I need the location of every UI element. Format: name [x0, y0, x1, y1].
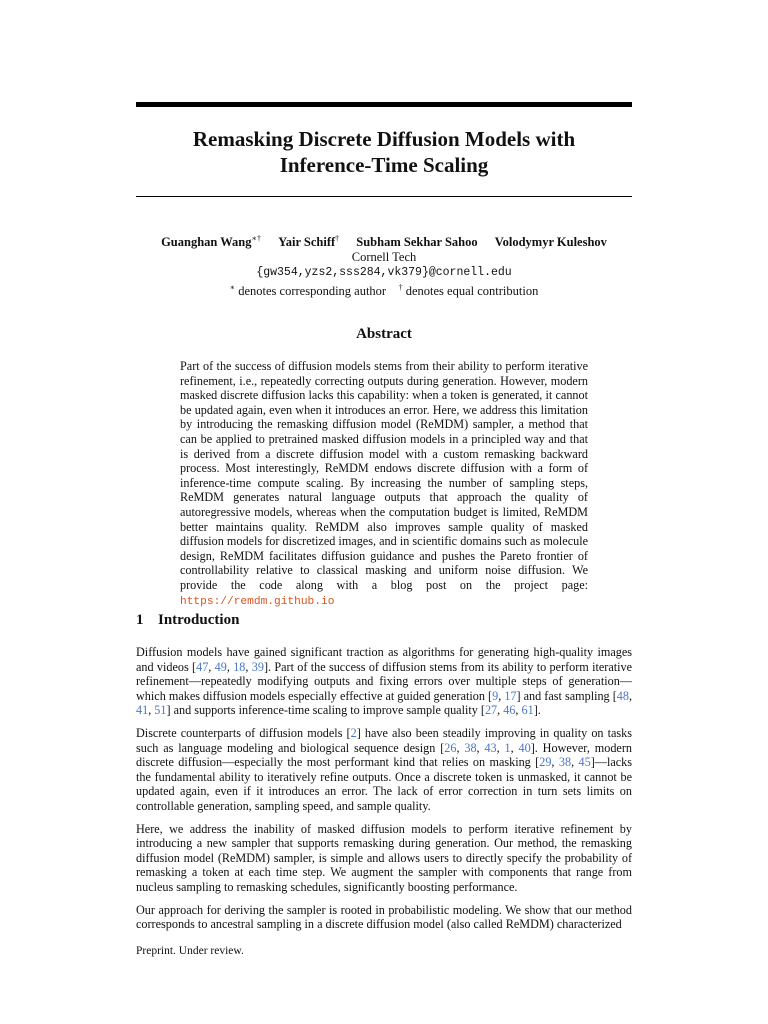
citation-link[interactable]: 45 — [578, 755, 591, 770]
citation-link[interactable]: 29 — [539, 755, 552, 770]
citation-link[interactable]: 9 — [492, 688, 499, 703]
paragraph: Discrete counterparts of diffusion models [2] have also been steadily improving in quality on tasks such as language modeling and biological sequence design [26, 38, 43, 1, 40]. However, modern discrete diffusion—especially the most performant kind that relies on masking [29, 38, 45]—lacks the fundamental ability to iteratively refine outputs. Once a discrete token is unmasked, it cannot be updated again, even if it introduces an error. The lack of error correction in turn sets limits on controllable generation, sampling speed, and sample quality. — [136, 725, 632, 813]
abstract-heading: Abstract — [356, 326, 412, 342]
citation-link[interactable]: 18 — [233, 659, 246, 674]
paragraph: Diffusion models have gained significant traction as algorithms for generating high-quality images and videos [47, 49, 18, 39]. Part of the success of diffusion stems from its ability to perform iterative refinement—repeatedly modifying outputs and fixing errors over multiple steps of generation—which makes diffusion models especially effective at guided generation [9, 17] and fast sampling [48, 41, 51] and supports inference-time scaling to improve sample quality [27, 46, 61]. — [136, 645, 633, 718]
citation-link[interactable]: 40 — [518, 740, 531, 755]
citation-link[interactable]: 38 — [464, 740, 477, 755]
top-rule — [136, 102, 632, 107]
citation-link[interactable]: 46 — [503, 703, 516, 718]
section-title: Introduction — [158, 612, 240, 628]
abstract-body — [180, 359, 588, 609]
citation-link[interactable]: 51 — [154, 703, 167, 718]
citation-link[interactable]: 38 — [558, 755, 572, 770]
citation-link[interactable]: 49 — [214, 659, 227, 674]
author: Volodymyr Kuleshov — [494, 235, 607, 250]
paper-title — [136, 126, 632, 178]
title-line-1: Remasking Discrete Diffusion Models with — [192, 127, 576, 151]
title-line-2: Inference-Time Scaling — [279, 153, 489, 177]
author: Guanghan Wang∗† — [161, 234, 261, 250]
author: Yair Schiff† — [278, 234, 340, 250]
author-block — [136, 231, 632, 299]
citation-link[interactable]: 26 — [444, 740, 457, 755]
paragraph: Here, we address the inability of masked diffusion models to perform iterative refinement by introducing a new sampler that supports remasking during generation. Our method, the remasking diffusion model (ReMDM) sampler, is simple and allows users to directly specify the probability of remasking a token at each time step. We augment the sampler with components that range from nucleus sampling to remasking schedules, significantly boosting performance. — [136, 821, 632, 894]
section-body — [136, 645, 632, 940]
citation-link[interactable]: 2 — [350, 725, 357, 740]
author: Subham Sekhar Sahoo — [356, 235, 478, 250]
email-list: {gw354,yzs2,sss284,vk379}@cornell.edu — [256, 266, 512, 280]
affiliation: Cornell Tech — [351, 250, 417, 265]
citation-link[interactable]: 27 — [484, 703, 498, 718]
citation-link[interactable]: 61 — [521, 703, 534, 718]
section-number: 1 — [136, 612, 144, 628]
citation-link[interactable]: 41 — [136, 703, 149, 718]
citation-link[interactable]: 17 — [504, 688, 517, 703]
citation-link[interactable]: 43 — [484, 740, 497, 755]
citation-link[interactable]: 1 — [504, 740, 511, 755]
abstract-text: Part of the success of diffusion models stems from their ability to perform iterative refinement, i.e., repeatedly correcting outputs during generation. However, modern masked discrete diffusion lacks this capability: when a token is generated, it cannot be updated again, even when it introduces an error. Here, we address this limitation by introducing the remasking diffusion model (ReMDM) sampler, a method that can be applied to pretrained masked diffusion models in a principled way and that is derived from a discrete diffusion model with a custom remasking backward process. Most interestingly, ReMDM endows discrete diffusion with a form of inference-time compute scaling. By increasing the number of sampling steps, ReMDM generates natural language outputs that approach the quality of autoregressive models, whereas when the computation budget is limited, ReMDM better maintains quality. ReMDM also improves sample quality of masked diffusion models for discretized images, and in scientific domains such as molecule design, ReMDM facilitates diffusion guidance and pushes the Pareto frontier of controllability relative to classical masking and uniform noise diffusion. We provide the code along with a blog post on the project page: — [180, 359, 588, 592]
author-notes: ∗ denotes corresponding author † denotes equal contribution — [229, 283, 539, 299]
citation-link[interactable]: 47 — [196, 659, 209, 674]
project-page-link[interactable]: https://remdm.github.io — [180, 595, 335, 608]
citation-link[interactable]: 48 — [616, 688, 629, 703]
section-heading — [136, 612, 239, 629]
footer-note: Preprint. Under review. — [136, 945, 244, 957]
title-rule — [136, 196, 632, 197]
paragraph: Our approach for deriving the sampler is rooted in probabilistic modeling. We show that our method corresponds to ancestral sampling in a discrete diffusion model (also called ReMDM) characterized — [136, 902, 632, 932]
citation-link[interactable]: 39 — [251, 659, 264, 674]
author-names — [136, 231, 632, 250]
